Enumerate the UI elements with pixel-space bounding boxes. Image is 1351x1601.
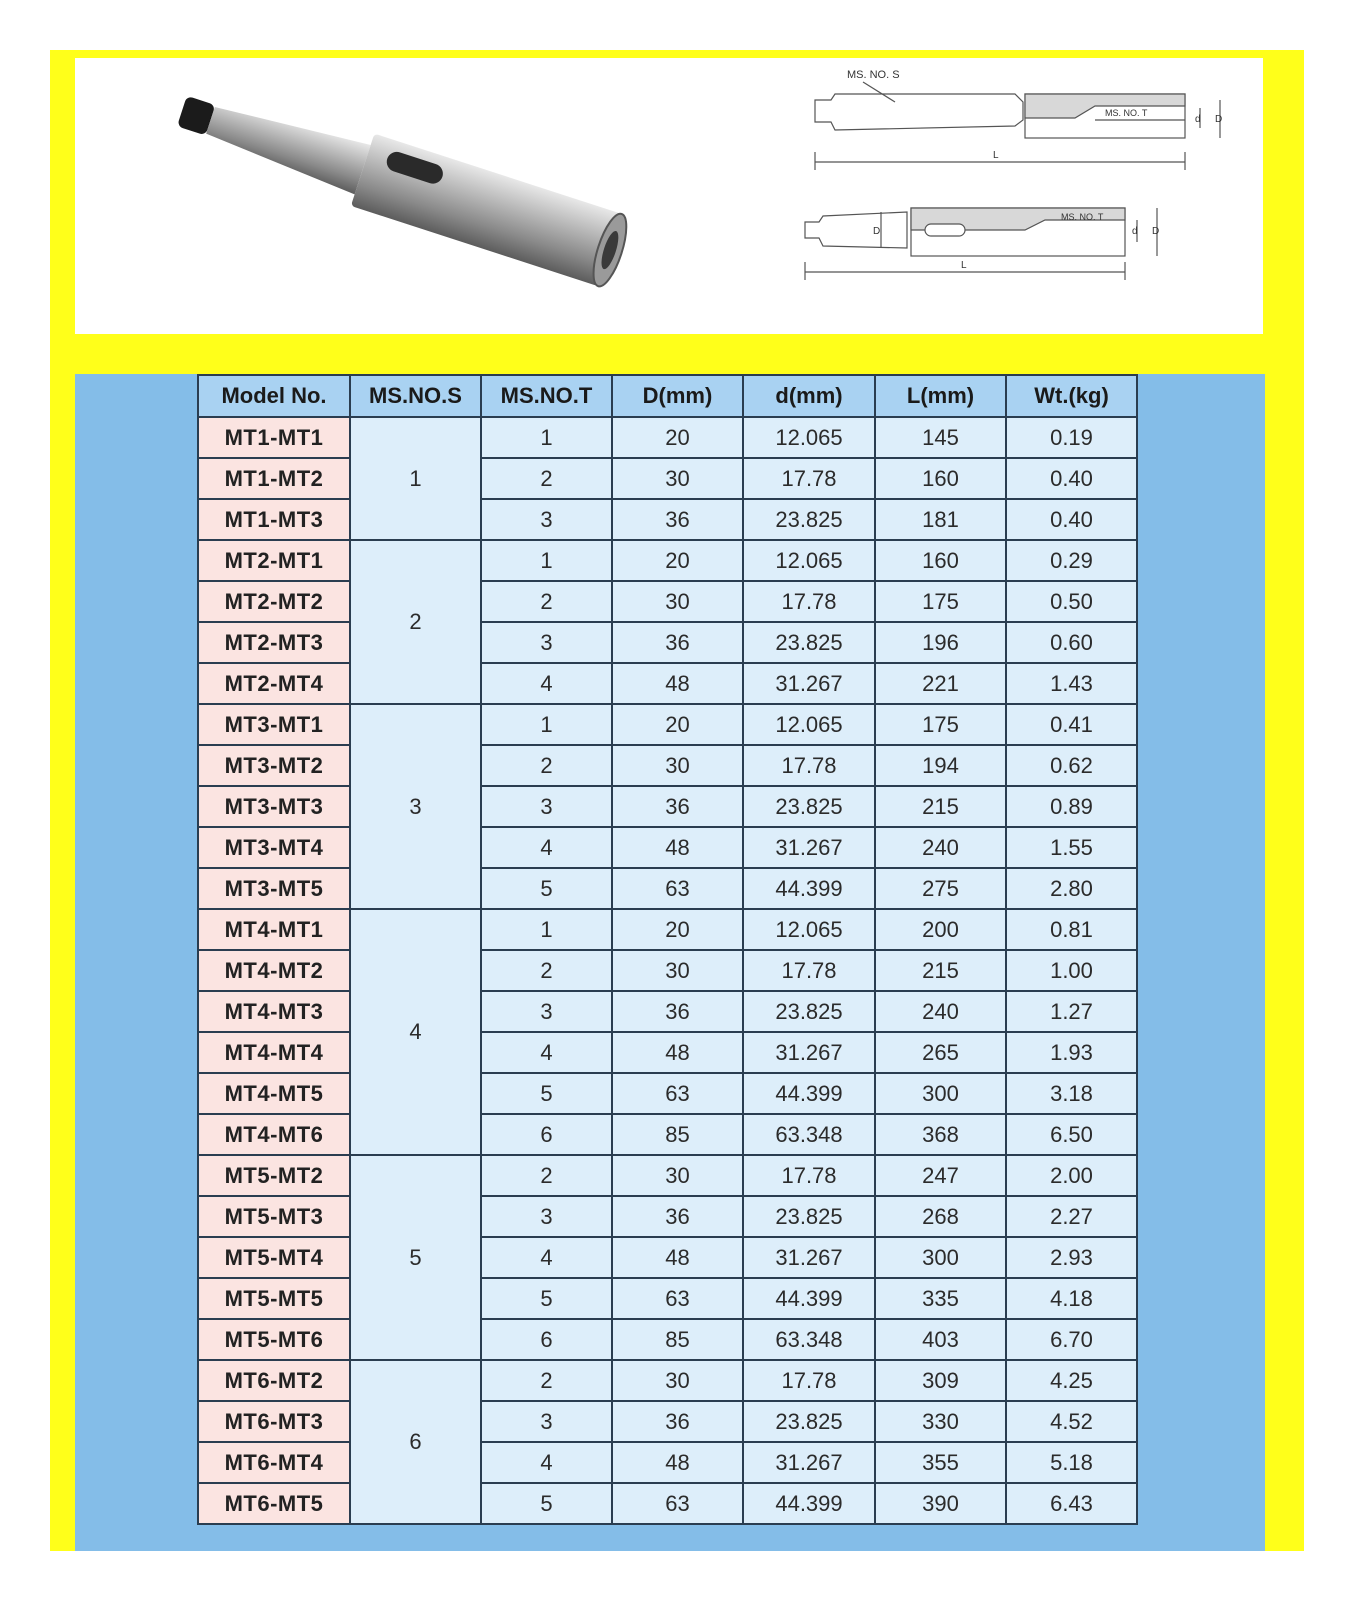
cell-ms-no-t: 2: [481, 1155, 612, 1196]
cell-ms-no-t: 4: [481, 1237, 612, 1278]
cell-length: 240: [875, 827, 1006, 868]
table-row: [198, 1032, 1137, 1073]
cell-length: 160: [875, 540, 1006, 581]
cell-model-no: MT6-MT3: [198, 1401, 350, 1442]
cell-length: 309: [875, 1360, 1006, 1401]
cell-weight: 5.18: [1006, 1442, 1137, 1483]
cell-d-large: 63: [612, 868, 743, 909]
label-L-1: L: [993, 150, 999, 161]
cell-d-small: 23.825: [743, 1196, 875, 1237]
cell-length: 300: [875, 1237, 1006, 1278]
cell-length: 221: [875, 663, 1006, 704]
cell-weight: 2.27: [1006, 1196, 1137, 1237]
label-D-1: D: [1215, 114, 1223, 125]
cell-length: 403: [875, 1319, 1006, 1360]
table-row: [198, 1114, 1137, 1155]
cell-ms-no-t: 4: [481, 663, 612, 704]
cell-ms-no-t: 2: [481, 458, 612, 499]
cell-weight: 0.29: [1006, 540, 1137, 581]
cell-d-small: 44.399: [743, 868, 875, 909]
cell-model-no: MT6-MT5: [198, 1483, 350, 1524]
cell-model-no: MT3-MT2: [198, 745, 350, 786]
cell-model-no: MT5-MT6: [198, 1319, 350, 1360]
cell-d-large: 30: [612, 458, 743, 499]
cell-d-small: 31.267: [743, 1237, 875, 1278]
cell-weight: 1.27: [1006, 991, 1137, 1032]
cell-d-small: 17.78: [743, 950, 875, 991]
cell-weight: 0.40: [1006, 458, 1137, 499]
table-row: [198, 786, 1137, 827]
cell-length: 215: [875, 786, 1006, 827]
table-row: [198, 458, 1137, 499]
label-ms-no-s: MS. NO. S: [847, 69, 900, 81]
spec-table: [197, 374, 1138, 1525]
cell-length: 175: [875, 704, 1006, 745]
cell-ms-no-t: 4: [481, 1442, 612, 1483]
cell-d-large: 36: [612, 1196, 743, 1237]
label-d-1: d: [1195, 114, 1201, 125]
cell-model-no: MT5-MT3: [198, 1196, 350, 1237]
cell-d-large: 36: [612, 1401, 743, 1442]
cell-model-no: MT3-MT1: [198, 704, 350, 745]
table-row: [198, 581, 1137, 622]
cell-length: 300: [875, 1073, 1006, 1114]
cell-ms-no-t: 2: [481, 745, 612, 786]
cell-ms-no-t: 1: [481, 909, 612, 950]
cell-ms-no-s: 2: [350, 540, 481, 704]
table-row: [198, 868, 1137, 909]
cell-ms-no-t: 1: [481, 704, 612, 745]
cell-model-no: MT1-MT2: [198, 458, 350, 499]
cell-d-large: 30: [612, 581, 743, 622]
cell-ms-no-t: 4: [481, 1032, 612, 1073]
cell-length: 194: [875, 745, 1006, 786]
cell-ms-no-t: 4: [481, 827, 612, 868]
cell-ms-no-t: 5: [481, 868, 612, 909]
table-row: [198, 745, 1137, 786]
cell-d-small: 17.78: [743, 745, 875, 786]
cell-ms-no-t: 5: [481, 1073, 612, 1114]
label-d-2: d: [1132, 226, 1138, 237]
cell-d-small: 23.825: [743, 786, 875, 827]
cell-ms-no-t: 2: [481, 1360, 612, 1401]
label-D-3: D: [873, 226, 881, 237]
cell-d-small: 63.348: [743, 1319, 875, 1360]
cell-d-small: 23.825: [743, 499, 875, 540]
cell-d-large: 85: [612, 1319, 743, 1360]
cell-ms-no-s: 1: [350, 417, 481, 540]
cell-weight: 2.00: [1006, 1155, 1137, 1196]
cell-model-no: MT3-MT4: [198, 827, 350, 868]
cell-ms-no-t: 5: [481, 1483, 612, 1524]
cell-d-large: 63: [612, 1483, 743, 1524]
header-d-large: D(mm): [612, 375, 743, 417]
cell-weight: 0.40: [1006, 499, 1137, 540]
cell-length: 215: [875, 950, 1006, 991]
cell-d-large: 20: [612, 909, 743, 950]
cell-weight: 6.50: [1006, 1114, 1137, 1155]
cell-d-large: 30: [612, 745, 743, 786]
cell-d-large: 48: [612, 1032, 743, 1073]
cell-d-small: 44.399: [743, 1073, 875, 1114]
cell-ms-no-t: 6: [481, 1114, 612, 1155]
cell-ms-no-t: 1: [481, 540, 612, 581]
technical-drawing: [775, 62, 1255, 330]
cell-ms-no-t: 2: [481, 581, 612, 622]
cell-ms-no-t: 3: [481, 991, 612, 1032]
cell-model-no: MT6-MT4: [198, 1442, 350, 1483]
header-length: L(mm): [875, 375, 1006, 417]
cell-model-no: MT4-MT6: [198, 1114, 350, 1155]
header-weight: Wt.(kg): [1006, 375, 1137, 417]
cell-weight: 4.52: [1006, 1401, 1137, 1442]
cell-d-small: 17.78: [743, 581, 875, 622]
cell-d-large: 85: [612, 1114, 743, 1155]
cell-model-no: MT2-MT2: [198, 581, 350, 622]
table-row: [198, 1483, 1137, 1524]
cell-length: 335: [875, 1278, 1006, 1319]
cell-weight: 4.25: [1006, 1360, 1137, 1401]
table-row: [198, 909, 1137, 950]
cell-weight: 6.43: [1006, 1483, 1137, 1524]
cell-model-no: MT4-MT3: [198, 991, 350, 1032]
cell-ms-no-s: 5: [350, 1155, 481, 1360]
cell-model-no: MT5-MT5: [198, 1278, 350, 1319]
header-d-small: d(mm): [743, 375, 875, 417]
cell-length: 390: [875, 1483, 1006, 1524]
cell-weight: 0.50: [1006, 581, 1137, 622]
cell-d-small: 31.267: [743, 663, 875, 704]
cell-weight: 0.89: [1006, 786, 1137, 827]
header-ms-no-s: MS.NO.S: [350, 375, 481, 417]
table-row: [198, 827, 1137, 868]
cell-d-small: 12.065: [743, 909, 875, 950]
cell-d-large: 30: [612, 1360, 743, 1401]
table-row: [198, 1073, 1137, 1114]
cell-model-no: MT1-MT3: [198, 499, 350, 540]
cell-weight: 6.70: [1006, 1319, 1137, 1360]
table-row: [198, 950, 1137, 991]
cell-weight: 2.80: [1006, 868, 1137, 909]
table-row: [198, 1360, 1137, 1401]
cell-d-small: 12.065: [743, 704, 875, 745]
cell-ms-no-t: 2: [481, 950, 612, 991]
cell-length: 200: [875, 909, 1006, 950]
table-panel: [75, 374, 1265, 1551]
cell-d-small: 12.065: [743, 540, 875, 581]
header-row: [198, 375, 1137, 417]
cell-d-large: 20: [612, 704, 743, 745]
table-row: [198, 1196, 1137, 1237]
cell-model-no: MT2-MT1: [198, 540, 350, 581]
cell-ms-no-t: 3: [481, 1196, 612, 1237]
cell-length: 355: [875, 1442, 1006, 1483]
cell-length: 265: [875, 1032, 1006, 1073]
cell-ms-no-t: 1: [481, 417, 612, 458]
cell-d-large: 20: [612, 540, 743, 581]
cell-d-large: 63: [612, 1073, 743, 1114]
cell-model-no: MT5-MT2: [198, 1155, 350, 1196]
cell-model-no: MT4-MT4: [198, 1032, 350, 1073]
cell-length: 268: [875, 1196, 1006, 1237]
table-row: [198, 991, 1137, 1032]
table-row: [198, 417, 1137, 458]
cell-model-no: MT4-MT5: [198, 1073, 350, 1114]
header-model-no: Model No.: [198, 375, 350, 417]
cell-weight: 4.18: [1006, 1278, 1137, 1319]
cell-length: 247: [875, 1155, 1006, 1196]
cell-d-small: 17.78: [743, 1155, 875, 1196]
label-D-2: D: [1152, 226, 1160, 237]
cell-d-small: 31.267: [743, 827, 875, 868]
table-row: [198, 1401, 1137, 1442]
cell-model-no: MT6-MT2: [198, 1360, 350, 1401]
cell-d-small: 23.825: [743, 1401, 875, 1442]
cell-d-large: 63: [612, 1278, 743, 1319]
cell-ms-no-t: 3: [481, 499, 612, 540]
cell-model-no: MT1-MT1: [198, 417, 350, 458]
cell-weight: 0.62: [1006, 745, 1137, 786]
cell-model-no: MT4-MT2: [198, 950, 350, 991]
table-row: [198, 499, 1137, 540]
cell-d-small: 31.267: [743, 1032, 875, 1073]
cell-weight: 1.43: [1006, 663, 1137, 704]
cell-weight: 0.60: [1006, 622, 1137, 663]
cell-d-small: 17.78: [743, 1360, 875, 1401]
cell-d-large: 30: [612, 1155, 743, 1196]
cell-weight: 0.19: [1006, 417, 1137, 458]
cell-d-small: 63.348: [743, 1114, 875, 1155]
cell-d-large: 36: [612, 786, 743, 827]
cell-d-large: 36: [612, 499, 743, 540]
cell-d-small: 12.065: [743, 417, 875, 458]
cell-ms-no-t: 3: [481, 622, 612, 663]
cell-model-no: MT3-MT3: [198, 786, 350, 827]
cell-d-small: 23.825: [743, 622, 875, 663]
cell-length: 160: [875, 458, 1006, 499]
cell-ms-no-t: 6: [481, 1319, 612, 1360]
cell-d-small: 17.78: [743, 458, 875, 499]
table-row: [198, 663, 1137, 704]
cell-weight: 0.81: [1006, 909, 1137, 950]
header-ms-no-t: MS.NO.T: [481, 375, 612, 417]
cell-d-large: 36: [612, 622, 743, 663]
label-ms-no-t-1: MS. NO. T: [1105, 108, 1148, 118]
cell-d-small: 31.267: [743, 1442, 875, 1483]
cell-ms-no-s: 6: [350, 1360, 481, 1524]
label-ms-no-t-2: MS. NO. T: [1061, 212, 1104, 222]
image-panel: [75, 58, 1263, 334]
cell-d-small: 44.399: [743, 1278, 875, 1319]
table-row: [198, 1278, 1137, 1319]
cell-ms-no-t: 3: [481, 786, 612, 827]
cell-d-small: 44.399: [743, 1483, 875, 1524]
cell-length: 275: [875, 868, 1006, 909]
cell-ms-no-t: 3: [481, 1401, 612, 1442]
cell-length: 181: [875, 499, 1006, 540]
cell-model-no: MT3-MT5: [198, 868, 350, 909]
cell-model-no: MT5-MT4: [198, 1237, 350, 1278]
cell-d-large: 48: [612, 663, 743, 704]
table-row: [198, 1319, 1137, 1360]
table-row: [198, 622, 1137, 663]
cell-d-large: 48: [612, 1237, 743, 1278]
table-row: [198, 704, 1137, 745]
taper-sleeve-photo: [135, 78, 635, 318]
cell-weight: 1.00: [1006, 950, 1137, 991]
cell-weight: 2.93: [1006, 1237, 1137, 1278]
cell-model-no: MT2-MT3: [198, 622, 350, 663]
cell-weight: 3.18: [1006, 1073, 1137, 1114]
cell-model-no: MT4-MT1: [198, 909, 350, 950]
cell-length: 196: [875, 622, 1006, 663]
cell-weight: 1.93: [1006, 1032, 1137, 1073]
cell-d-large: 20: [612, 417, 743, 458]
cell-d-large: 48: [612, 827, 743, 868]
cell-ms-no-t: 5: [481, 1278, 612, 1319]
cell-ms-no-s: 4: [350, 909, 481, 1155]
cell-length: 240: [875, 991, 1006, 1032]
cell-d-large: 30: [612, 950, 743, 991]
cell-weight: 1.55: [1006, 827, 1137, 868]
cell-weight: 0.41: [1006, 704, 1137, 745]
cell-ms-no-s: 3: [350, 704, 481, 909]
cell-d-small: 23.825: [743, 991, 875, 1032]
cell-model-no: MT2-MT4: [198, 663, 350, 704]
label-L-2: L: [961, 260, 967, 271]
yellow-frame: [50, 50, 1304, 1551]
table-row: [198, 1237, 1137, 1278]
cell-length: 145: [875, 417, 1006, 458]
cell-length: 368: [875, 1114, 1006, 1155]
table-body: [198, 417, 1137, 1524]
cell-length: 175: [875, 581, 1006, 622]
table-row: [198, 1155, 1137, 1196]
cell-length: 330: [875, 1401, 1006, 1442]
table-row: [198, 540, 1137, 581]
cell-d-large: 48: [612, 1442, 743, 1483]
cell-d-large: 36: [612, 991, 743, 1032]
table-row: [198, 1442, 1137, 1483]
